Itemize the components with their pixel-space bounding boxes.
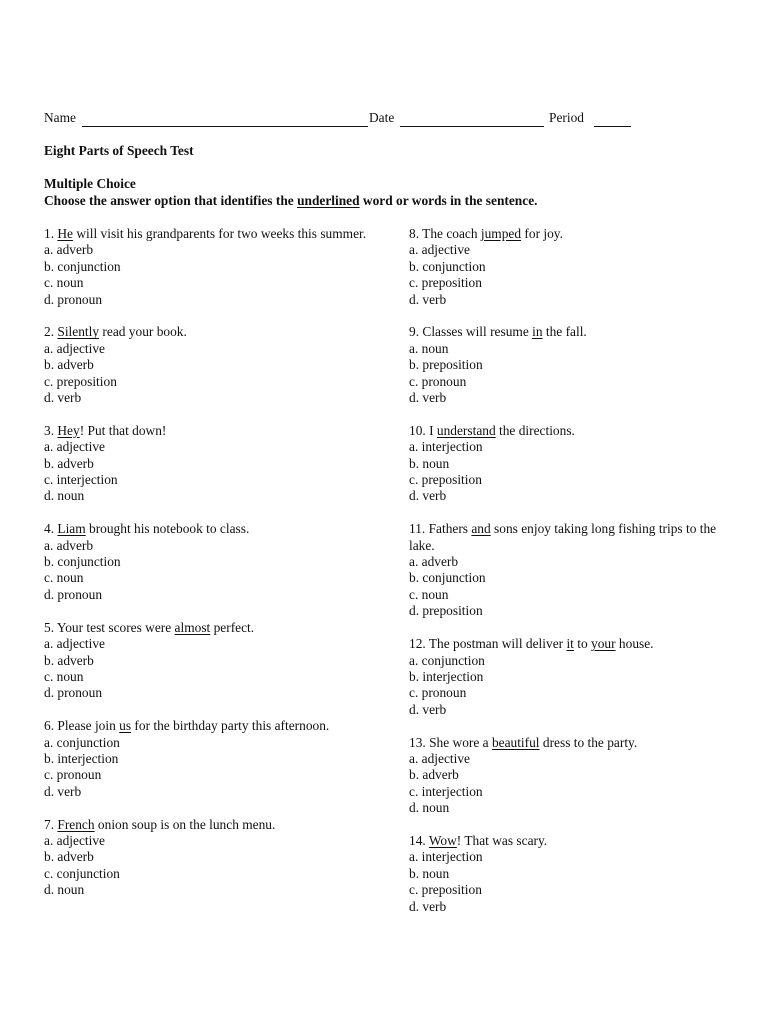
answer-option: b. adverb — [44, 357, 94, 373]
stem-text: the directions. — [495, 422, 575, 438]
question-item — [409, 521, 739, 619]
underlined-word: and — [471, 521, 491, 537]
underlined-word: it — [566, 636, 574, 652]
question-stem — [409, 735, 739, 751]
answer-option: d. preposition — [409, 603, 483, 619]
period-label: Period — [549, 110, 584, 125]
answer-option: b. adverb — [44, 455, 94, 471]
stem-text: 6. Please join — [44, 718, 120, 734]
underlined-word: in — [532, 324, 543, 340]
question-stem — [409, 521, 739, 554]
stem-text: 14. — [409, 832, 429, 848]
question-stem — [409, 423, 739, 439]
answer-option: d. pronoun — [44, 291, 103, 307]
answer-option: c. noun — [44, 668, 84, 684]
stem-text: ! That was scary. — [456, 832, 548, 848]
right-question-column — [409, 226, 739, 915]
stem-text: perfect. — [210, 619, 255, 635]
answer-option: a. interjection — [409, 439, 483, 455]
answer-option: a. adverb — [44, 537, 94, 553]
answer-option: b. conjunction — [44, 258, 121, 274]
name-label: Name — [44, 110, 76, 125]
stem-text: the fall. — [542, 324, 587, 340]
answer-option: a. adjective — [44, 340, 105, 356]
stem-text: 10. I — [409, 422, 437, 438]
stem-text: 2. — [44, 324, 58, 340]
answer-option: b. conjunction — [44, 554, 121, 570]
stem-text: 11. Fathers — [409, 521, 472, 537]
answer-option: a. adjective — [409, 242, 470, 258]
underlined-word: French — [57, 816, 95, 832]
answer-option: b. conjunction — [409, 570, 486, 586]
underlined-word: Silently — [57, 324, 100, 340]
question-item — [409, 833, 739, 915]
answer-option: b. adverb — [409, 767, 459, 783]
answer-option: b. adverb — [44, 849, 94, 865]
underlined-word: He — [57, 226, 74, 241]
stem-text: 7. — [44, 816, 58, 832]
question-item — [409, 226, 739, 308]
answer-option: b. noun — [409, 865, 450, 881]
period-blank-line — [594, 126, 631, 127]
answer-option: a. adjective — [44, 439, 105, 455]
question-stem — [409, 226, 739, 242]
answer-option: d. verb — [409, 488, 447, 504]
test-title: Eight Parts of Speech Test — [44, 143, 194, 158]
answer-option: a. conjunction — [409, 652, 485, 668]
answer-option: d. noun — [44, 882, 85, 898]
stem-text: brought his notebook to class. — [85, 521, 250, 537]
answer-option: d. verb — [409, 390, 447, 406]
question-item — [44, 423, 374, 505]
answer-option: d. verb — [44, 783, 82, 799]
question-stem — [44, 423, 374, 439]
underlined-word: understand — [436, 422, 496, 438]
stem-text: 8. The coach — [409, 226, 481, 241]
stem-text: 3. — [44, 422, 58, 438]
left-question-column — [44, 226, 374, 899]
underlined-word: Wow — [428, 832, 457, 848]
question-item — [409, 636, 739, 718]
answer-option: c. preposition — [44, 373, 117, 389]
answer-option: d. verb — [409, 898, 447, 914]
answer-option: c. conjunction — [44, 865, 120, 881]
stem-text: ! Put that down! — [79, 422, 167, 438]
header-row — [44, 110, 644, 130]
answer-option: c. interjection — [409, 783, 483, 799]
underlined-word: jumped — [480, 226, 522, 241]
question-stem — [409, 324, 739, 340]
underlined-word: Hey — [57, 422, 80, 438]
stem-text: for the birthday party this afternoon. — [131, 718, 330, 734]
question-item — [44, 620, 374, 702]
stem-text: 12. The postman will deliver — [409, 636, 567, 652]
stem-text: for joy. — [521, 226, 563, 241]
question-stem — [44, 620, 374, 636]
question-stem — [409, 636, 739, 652]
answer-option: a. conjunction — [44, 734, 120, 750]
answer-option: b. interjection — [44, 750, 119, 766]
question-item — [44, 226, 374, 308]
answer-option: c. interjection — [44, 472, 118, 488]
stem-text: house. — [615, 636, 654, 652]
answer-option: a. adverb — [44, 242, 94, 258]
answer-option: d. verb — [409, 701, 447, 717]
answer-option: d. noun — [409, 800, 450, 816]
question-stem — [409, 833, 739, 849]
stem-text: dress to the party. — [539, 734, 638, 750]
stem-text: sons enjoy taking long fishing trips to the lake. — [409, 521, 717, 553]
answer-option: b. noun — [409, 455, 450, 471]
answer-option: d. verb — [44, 390, 82, 406]
answer-option: d. pronoun — [44, 586, 103, 602]
underlined-word: beautiful — [491, 734, 540, 750]
answer-option: d. pronoun — [44, 685, 103, 701]
answer-option: d. noun — [44, 488, 85, 504]
name-blank-line — [82, 126, 368, 127]
answer-option: c. pronoun — [44, 767, 102, 783]
stem-text: 1. — [44, 226, 58, 241]
question-stem — [44, 817, 374, 833]
answer-option: c. preposition — [409, 472, 482, 488]
instructions-after: word or words in the sentence. — [359, 193, 538, 208]
underlined-word: us — [119, 718, 132, 734]
question-item — [44, 324, 374, 406]
instructions-underlined: underlined — [297, 193, 360, 208]
answer-option: c. preposition — [409, 882, 482, 898]
stem-text: read your book. — [99, 324, 187, 340]
date-blank-line — [400, 126, 544, 127]
underlined-word: your — [591, 636, 616, 652]
answer-option: b. conjunction — [409, 258, 486, 274]
answer-option: c. preposition — [409, 275, 482, 291]
question-item — [44, 521, 374, 603]
underlined-word: almost — [174, 619, 211, 635]
answer-option: a. interjection — [409, 849, 483, 865]
answer-option: c. pronoun — [409, 685, 467, 701]
date-label: Date — [369, 110, 395, 125]
answer-option: c. noun — [44, 570, 84, 586]
stem-text: 4. — [44, 521, 58, 537]
answer-option: a. adjective — [409, 750, 470, 766]
question-item — [44, 718, 374, 800]
question-item — [409, 735, 739, 817]
instructions-before: Choose the answer option that identifies the — [44, 193, 298, 208]
answer-option: b. preposition — [409, 357, 483, 373]
stem-text: to — [573, 636, 592, 652]
question-stem — [44, 226, 374, 242]
instructions — [44, 193, 538, 209]
question-item — [44, 817, 374, 899]
answer-option: d. verb — [409, 291, 447, 307]
answer-option: c. pronoun — [409, 373, 467, 389]
question-stem — [44, 718, 374, 734]
stem-text: will visit his grandparents for two weeks this summer. — [73, 226, 367, 241]
answer-option: a. adjective — [44, 832, 105, 848]
question-item — [409, 324, 739, 406]
stem-text: onion soup is on the lunch menu. — [94, 816, 276, 832]
question-stem — [44, 521, 374, 537]
answer-option: a. adverb — [409, 554, 459, 570]
section-title: Multiple Choice — [44, 176, 136, 191]
question-item — [409, 423, 739, 505]
stem-text: 13. She wore a — [409, 734, 492, 750]
stem-text: 5. Your test scores were — [44, 619, 175, 635]
answer-option: a. adjective — [44, 636, 105, 652]
answer-option: a. noun — [409, 340, 449, 356]
answer-option: b. adverb — [44, 652, 94, 668]
question-stem — [44, 324, 374, 340]
answer-option: b. interjection — [409, 668, 484, 684]
stem-text: 9. Classes will resume — [409, 324, 533, 340]
answer-option: c. noun — [44, 275, 84, 291]
underlined-word: Liam — [57, 521, 86, 537]
answer-option: c. noun — [409, 586, 449, 602]
